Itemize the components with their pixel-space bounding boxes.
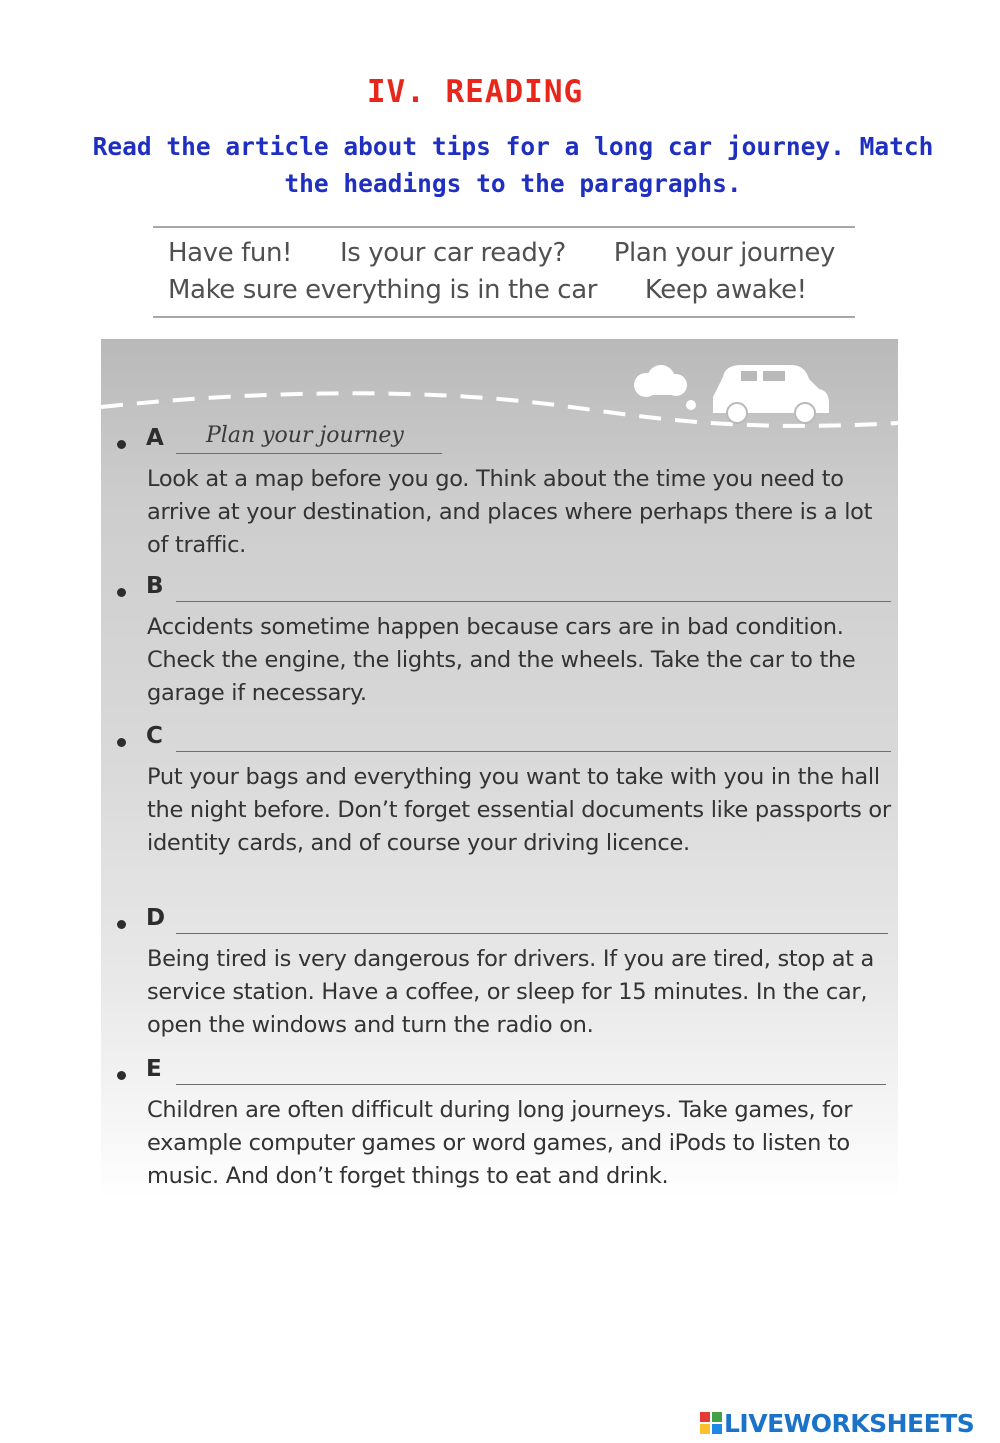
paragraph-letter: E [146, 1056, 162, 1082]
liveworksheets-logo-icon [700, 1412, 722, 1434]
paragraph-letter: B [146, 573, 164, 599]
heading-option: Keep awake! [644, 275, 807, 305]
headings-row-2 [168, 275, 807, 305]
bullet-icon [117, 920, 126, 929]
paragraph-text: Being tired is very dangerous for drivers. If you are tired, stop at a service station. Have a coffee, or sleep for 15 minutes. In the car, open the windows and turn the radio on. [147, 946, 875, 1038]
heading-option: Is your car ready? [339, 238, 566, 268]
section-title: IV. READING [366, 74, 584, 110]
paragraph-text: Put your bags and everything you want to take with you in the hall the night before. Don’t forget essential documents like passports or identity cards, and of course your driving licence. [147, 764, 891, 856]
answer-field[interactable] [176, 453, 442, 454]
answer-field[interactable] [176, 1084, 886, 1085]
answer-text: Plan your journey [206, 423, 404, 448]
paragraph-letter: A [146, 425, 164, 451]
answer-field[interactable] [176, 601, 891, 602]
paragraph-letter: D [146, 905, 166, 931]
heading-option: Plan your journey [613, 238, 835, 268]
brand-footer [700, 1408, 974, 1438]
paragraph-letter: C [146, 723, 163, 749]
car-icon [713, 365, 829, 423]
bullet-icon [117, 738, 126, 747]
bullet-icon [117, 588, 126, 597]
cloud-icon [634, 365, 696, 410]
paragraph-text: Look at a map before you go. Think about the time you need to arrive at your destination, and places where perhaps there is a lot of traffic. [147, 466, 873, 558]
instructions: Read the article about tips for a long car journey. Match the headings to the paragraphs. [92, 132, 934, 198]
paragraph-text: Children are often difficult during long journeys. Take games, for example computer games or word games, and iPods to listen to music. And don’t forget things to eat and drink. [147, 1097, 853, 1189]
bullet-icon [117, 440, 126, 449]
article-panel [101, 339, 898, 1199]
answer-field[interactable] [176, 933, 888, 934]
paragraph-text: Accidents sometime happen because cars are in bad condition. Check the engine, the lights, and the wheels. Take the car to the garage if necessary. [147, 614, 856, 706]
headings-box [153, 226, 855, 318]
heading-option: Make sure everything is in the car [168, 275, 598, 305]
heading-option: Have fun! [168, 238, 293, 268]
bullet-icon [117, 1071, 126, 1080]
headings-row-1 [168, 238, 835, 268]
brand-name: LIVEWORKSHEETS [724, 1408, 975, 1438]
answer-field[interactable] [176, 751, 891, 752]
